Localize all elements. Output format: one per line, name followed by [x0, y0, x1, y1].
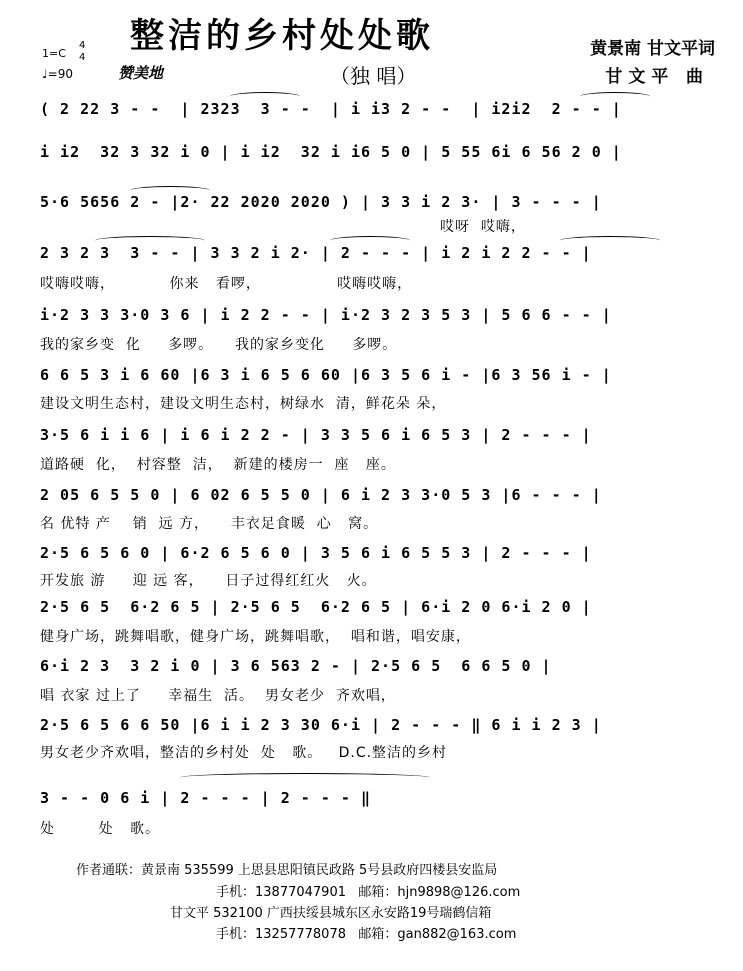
song-title: 整洁的乡村处处歌	[130, 16, 434, 56]
score-row-notes: i i2 32 3 32 i 0 | i i2 32 i i6 5 0 | 5 55 6i 6 56 2 0 |	[40, 143, 622, 161]
score-row-lyrics: 健身广场，跳舞唱歌，健身广场，跳舞唱歌， 唱和谐，唱安康，	[40, 629, 471, 645]
time-sig-bottom: 4	[79, 52, 86, 63]
score-row-notes: 5·6 5656 2 - |2· 22 2020 2020 ) | 3 3 i 2 3· | 3 - - - |	[40, 193, 602, 211]
score-row-notes: 2·5 6 5 6·2 6 5 | 2·5 6 5 6·2 6 5 | 6·i 2 0 6·i 2 0 |	[40, 598, 592, 616]
lyricist-credit: 黄景南 甘文平词	[590, 39, 715, 59]
key-signature: 1=C	[42, 47, 66, 60]
slur-mark	[580, 92, 650, 101]
score-row-notes: 2 3 2 3 3 - - | 3 3 2 i 2· | 2 - - - | i 2 i 2 2 - - |	[40, 244, 592, 262]
score-row-lyrics: 名 优特 产 销 远 方， 丰衣足食暖 心 窝。	[40, 516, 379, 532]
slur-mark	[230, 92, 300, 101]
slur-mark	[130, 186, 210, 195]
contact-line: 作者通联：黄景南 535599 上思县思阳镇民政路 5号县政府四楼县安监局	[76, 863, 498, 878]
slur-mark	[180, 773, 430, 782]
slur-mark	[95, 236, 205, 245]
tempo-mark: ♩=90	[42, 67, 73, 81]
composer-credit: 甘 文 平 曲	[605, 67, 703, 87]
contact-line: 手机：13877047901 邮箱：hjn9898@126.com	[216, 885, 521, 900]
time-sig-top: 4	[79, 40, 86, 51]
slur-mark	[330, 236, 410, 245]
score-row-notes: i·2 3 3 3·0 3 6 | i 2 2 - - | i·2 3 2 3 5 3 | 5 6 6 - - |	[40, 306, 612, 324]
score-row-notes: ( 2 22 3 - - | 2323 3 - - | i i3 2 - - | i2i2 2 - - |	[40, 100, 622, 118]
score-row-notes: 3 - - 0 6 i | 2 - - - | 2 - - - ‖	[40, 789, 372, 807]
slur-mark	[560, 236, 660, 245]
score-row-lyrics: 唱 衣家 过上了 幸福生 活。 男女老少 齐欢唱，	[40, 688, 396, 704]
score-row-lyrics: 建设文明生态村，建设文明生态村，树绿水 清，鲜花朵 朵，	[40, 396, 447, 412]
score-row-lyrics: 哎呀 哎嗨，	[440, 219, 526, 235]
score-row-lyrics: 处 处 歌。	[40, 821, 160, 837]
score-row-notes: 6 6 5 3 i 6 60 |6 3 i 6 5 6 60 |6 3 5 6 i - |6 3 56 i - |	[40, 366, 612, 384]
score-row-notes: 3·5 6 i i 6 | i 6 i 2 2 - | 3 3 5 6 i 6 5 3 | 2 - - - |	[40, 426, 592, 444]
score-row-notes: 6·i 2 3 3 2 i 0 | 3 6 563 2 - | 2·5 6 5 6 6 5 0 |	[40, 657, 552, 675]
score-row-lyrics: 男女老少齐欢唱，整洁的乡村处 处 歌。 D.C.整洁的乡村	[40, 745, 448, 761]
time-signature	[79, 40, 85, 64]
score-row-lyrics: 我的家乡变 化 多啰。 我的家乡变化 多啰。	[40, 337, 398, 353]
score-row-notes: 2·5 6 5 6 6 50 |6 i i 2 3 30 6·i | 2 - - - ‖ 6 i i 2 3 |	[40, 716, 602, 734]
contact-line: 甘文平 532100 广西扶绥县城东区永安路19号瑞鹤信箱	[170, 906, 492, 921]
song-subtitle: （独 唱）	[330, 64, 417, 88]
score-row-lyrics: 开发旅 游 迎 远 客， 日子过得红红火 火。	[40, 573, 377, 589]
contact-line: 手机：13257778078 邮箱：gan882@163.com	[216, 927, 517, 942]
expression-mark: 赞美地	[118, 64, 164, 82]
score-row-notes: 2·5 6 5 6 0 | 6·2 6 5 6 0 | 3 5 6 i 6 5 5 3 | 2 - - - |	[40, 544, 592, 562]
score-row-lyrics: 道路硬 化， 村容整 洁， 新建的楼房一 座 座。	[40, 457, 396, 473]
score-row-notes: 2 05 6 5 5 0 | 6 02 6 5 5 0 | 6 i 2 3 3·0 5 3 |6 - - - |	[40, 486, 602, 504]
score-row-lyrics: 哎嗨哎嗨， 你来 看啰， 哎嗨哎嗨，	[40, 276, 413, 292]
